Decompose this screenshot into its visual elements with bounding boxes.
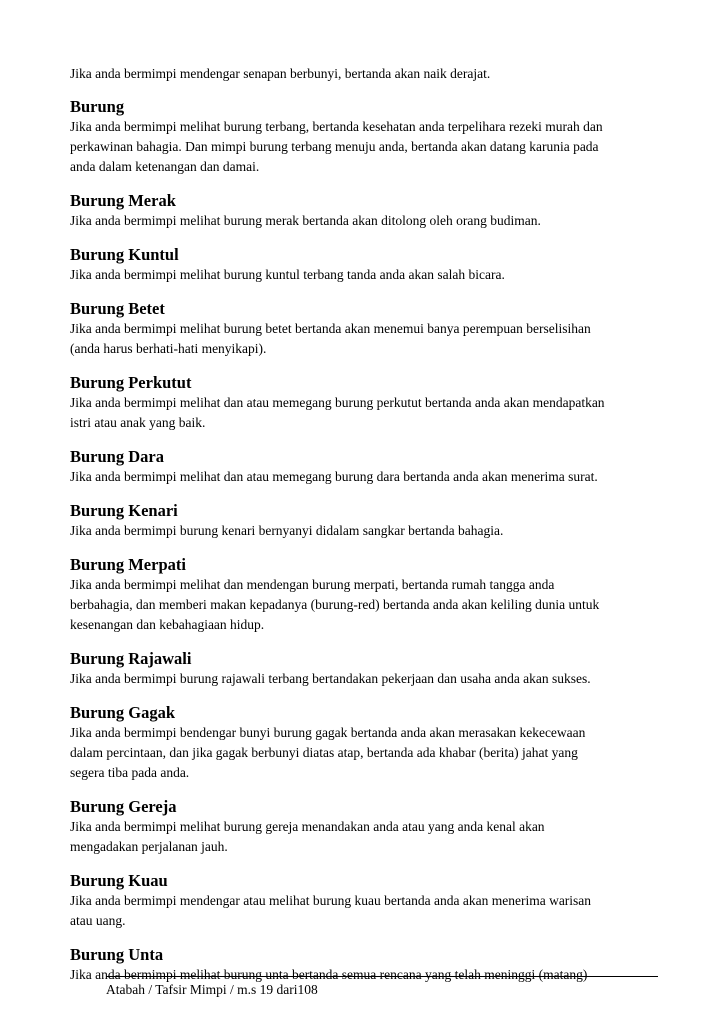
entry-title: Burung Dara: [70, 447, 164, 466]
dream-entry-list: [70, 97, 670, 985]
dream-entry: [70, 797, 670, 857]
entry-text: Jika anda bermimpi bendengar bunyi burung gagak bertanda anda akan merasakan kekecewaan dalam percintaan, dan jika gagak berbunyi diatas atap, bertanda ada khabar (berita) jahat yang segera tiba pada anda.: [70, 725, 586, 780]
dream-entry: [70, 871, 670, 931]
entry-text: Jika anda bermimpi melihat dan atau memegang burung dara bertanda anda akan menerima surat.: [70, 469, 598, 484]
page-footer: [106, 960, 658, 999]
entry-title: Burung Gereja: [70, 797, 177, 816]
entry-title: Burung Merak: [70, 191, 176, 210]
entry-title: Burung Kenari: [70, 501, 178, 520]
entry-text: Jika anda bermimpi melihat burung merak bertanda akan ditolong oleh orang budiman.: [70, 213, 541, 228]
footer-text: Atabah / Tafsir Mimpi / m.s 19 dari108: [106, 982, 318, 997]
entry-text: Jika anda bermimpi melihat burung kuntul terbang tanda anda akan salah bicara.: [70, 267, 505, 282]
dream-entry: [70, 501, 670, 541]
dream-entry: [70, 447, 670, 487]
entry-text: Jika anda bermimpi melihat burung gereja menandakan anda atau yang anda kenal akan mengadakan perjalanan jauh.: [70, 819, 545, 854]
dream-entry: [70, 245, 670, 285]
entry-text: Jika anda bermimpi mendengar atau melihat burung kuau bertanda anda akan menerima warisan atau uang.: [70, 893, 592, 928]
dream-entry: [70, 299, 670, 359]
intro-paragraph: Jika anda bermimpi mendengar senapan berbunyi, bertanda akan naik derajat.: [70, 66, 491, 81]
entry-text: Jika anda bermimpi melihat dan mendengan burung merpati, bertanda rumah tangga anda berbahagia, dan memberi makan kepadanya (burung-red) bertanda anda akan keliling dunia untuk kesenangan dan kebahagiaan hidup.: [70, 577, 600, 632]
dream-entry: [70, 649, 670, 689]
footer-rule: [106, 960, 658, 977]
dream-entry: [70, 97, 670, 177]
entry-text: Jika anda bermimpi melihat dan atau memegang burung perkutut bertanda anda akan mendapatkan istri atau anak yang baik.: [70, 395, 605, 430]
entry-text: Jika anda bermimpi melihat burung betet bertanda akan menemui banya perempuan berselisihan (anda harus berhati-hati menyikapi).: [70, 321, 591, 356]
entry-text: Jika anda bermimpi melihat burung terbang, bertanda kesehatan anda terpelihara rezeki murah dan perkawinan bahagia. Dan mimpi burung terbang menuju anda, bertanda akan datang karunia pada anda dalam ketenangan dan damai.: [70, 119, 603, 174]
dream-entry: [70, 191, 670, 231]
entry-title: Burung Rajawali: [70, 649, 192, 668]
entry-title: Burung Kuntul: [70, 245, 179, 264]
document-page: [70, 64, 670, 999]
entry-title: Burung Kuau: [70, 871, 168, 890]
entry-text: Jika anda bermimpi burung rajawali terbang bertandakan pekerjaan dan usaha anda akan sukses.: [70, 671, 591, 686]
entry-title: Burung Betet: [70, 299, 165, 318]
entry-title: Burung: [70, 97, 125, 116]
entry-title: Burung Merpati: [70, 555, 186, 574]
entry-title: Burung Unta: [70, 945, 164, 964]
entry-title: Burung Gagak: [70, 703, 175, 722]
dream-entry: [70, 373, 670, 433]
dream-entry: [70, 555, 670, 635]
dream-entry: [70, 703, 670, 783]
entry-text: Jika anda bermimpi melihat burung unta bertanda semua rencana yang telah meninggi (matang): [70, 967, 588, 982]
entry-title: Burung Perkutut: [70, 373, 192, 392]
entry-text: Jika anda bermimpi burung kenari bernyanyi didalam sangkar bertanda bahagia.: [70, 523, 504, 538]
